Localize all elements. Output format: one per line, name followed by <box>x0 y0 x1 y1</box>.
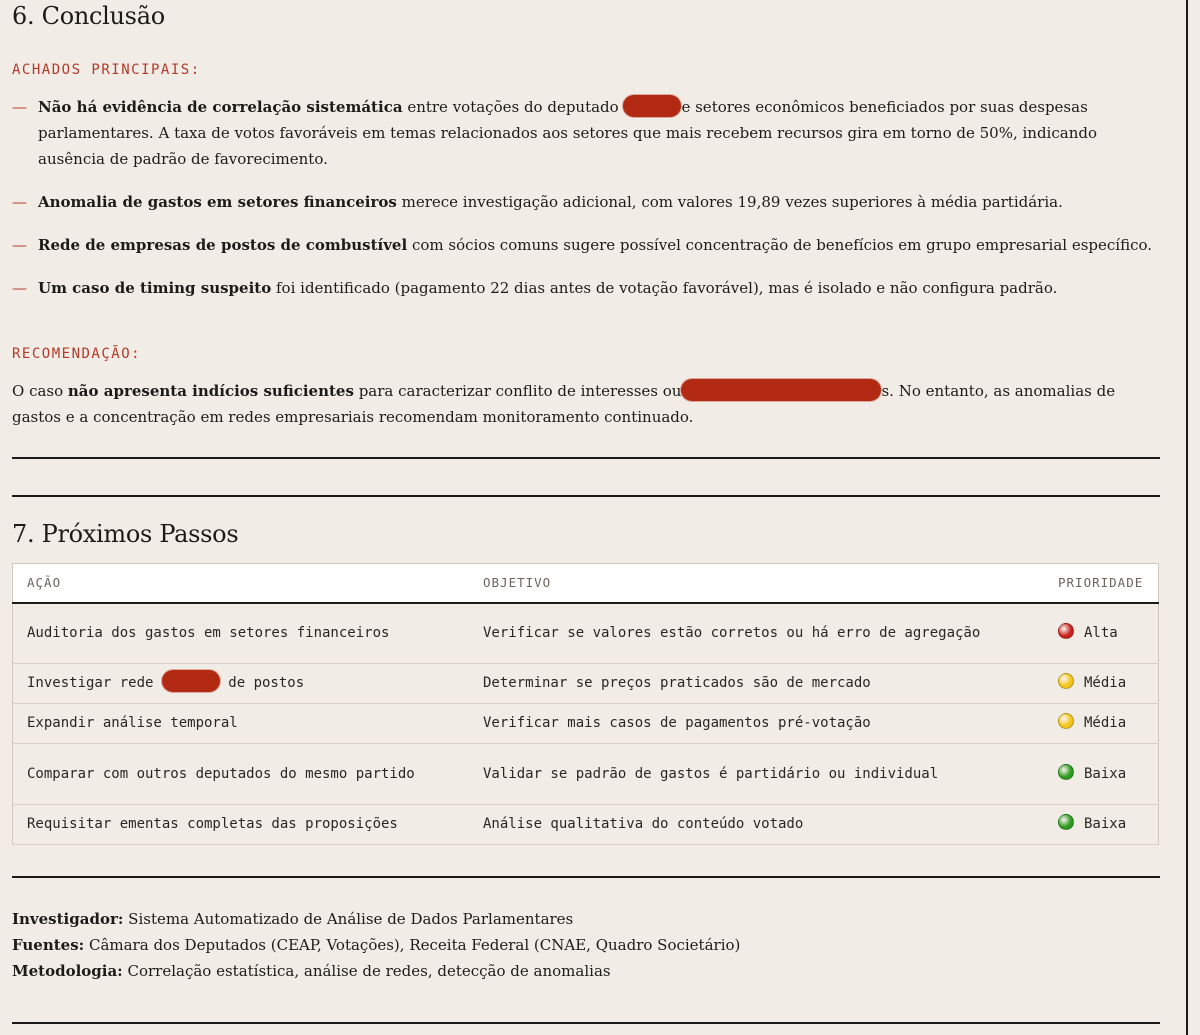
table-row <box>13 805 1159 845</box>
finding-text: com sócios comuns sugere possível concentração de benefícios em grupo empresarial específico. <box>407 236 1153 254</box>
recommendation-label: RECOMENDAÇÃO: <box>12 346 142 362</box>
action-text-post: de postos <box>219 675 305 691</box>
finding-bold: Um caso de timing suspeito <box>38 279 272 297</box>
finding-bold: Não há evidência de correlação sistemática <box>38 98 403 116</box>
page-right-border <box>1186 0 1188 1035</box>
sources-value: Câmara dos Deputados (CEAP, Votações), Receita Federal (CNAE, Quadro Societário) <box>84 936 741 954</box>
action-cell <box>13 664 470 704</box>
objective-cell: Validar se padrão de gastos é partidário ou individual <box>469 744 1044 805</box>
priority-label: Média <box>1084 675 1127 691</box>
sources-label: Fuentes: <box>12 936 85 954</box>
recommendation-pre: O caso <box>12 382 68 400</box>
investigator-value: Sistema Automatizado de Análise de Dados Parlamentares <box>123 910 574 928</box>
recommendation-post: s. No entanto, as anomalias de gastos e a concentração em redes empresariais recomendam monitoramento continuado. <box>12 382 1116 426</box>
redaction-mark <box>681 379 881 401</box>
report-metadata <box>12 906 740 984</box>
priority-dot-icon <box>1058 673 1074 689</box>
column-header-priority: PRIORIDADE <box>1044 564 1159 603</box>
finding-item <box>12 275 1160 301</box>
priority-dot-icon <box>1058 713 1074 729</box>
table-row <box>13 744 1159 805</box>
section-divider <box>12 876 1160 878</box>
priority-cell <box>1044 603 1159 664</box>
finding-text: foi identificado (pagamento 22 dias antes de votação favorável), mas é isolado e não configura padrão. <box>271 279 1058 297</box>
sources-line <box>12 932 740 958</box>
finding-text: entre votações do deputado <box>402 98 624 116</box>
priority-dot-icon <box>1058 814 1074 830</box>
investigator-line <box>12 906 740 932</box>
action-text-pre: Investigar rede <box>27 675 162 691</box>
priority-label: Baixa <box>1084 765 1127 782</box>
finding-bold: Rede de empresas de postos de combustível <box>38 236 408 254</box>
methodology-line <box>12 958 740 984</box>
next-steps-table <box>12 563 1159 845</box>
recommendation-text <box>12 378 1160 430</box>
priority-label: Baixa <box>1084 816 1127 832</box>
objective-cell: Verificar se valores estão corretos ou há erro de agregação <box>469 603 1044 664</box>
finding-item <box>12 189 1160 215</box>
column-header-action: AÇÃO <box>13 564 470 603</box>
section-divider <box>12 1022 1160 1024</box>
finding-item <box>12 232 1160 258</box>
finding-item <box>12 94 1160 172</box>
dash-bullet: — <box>12 236 27 254</box>
objective-cell: Determinar se preços praticados são de mercado <box>469 664 1044 704</box>
action-cell: Comparar com outros deputados do mesmo partido <box>13 744 470 805</box>
table-row <box>13 603 1159 664</box>
action-cell: Expandir análise temporal <box>13 704 470 744</box>
finding-bold: Anomalia de gastos em setores financeiros <box>38 193 397 211</box>
column-header-objective: OBJETIVO <box>469 564 1044 603</box>
section-7-title: 7. Próximos Passos <box>12 520 239 548</box>
section-divider <box>12 495 1160 497</box>
dash-bullet: — <box>12 98 27 116</box>
action-cell: Auditoria dos gastos em setores financeiros <box>13 603 470 664</box>
priority-cell <box>1044 664 1159 704</box>
findings-list <box>12 94 1160 318</box>
section-6-title: 6. Conclusão <box>12 2 165 30</box>
recommendation-bold: não apresenta indícios suficientes <box>67 382 354 400</box>
priority-dot-icon <box>1058 764 1074 780</box>
redaction-mark <box>623 95 681 117</box>
priority-dot-icon <box>1058 623 1074 639</box>
table-header-row <box>13 564 1159 603</box>
priority-cell <box>1044 744 1159 805</box>
action-cell: Requisitar ementas completas das proposições <box>13 805 470 845</box>
redaction-mark <box>162 670 220 692</box>
dash-bullet: — <box>12 193 27 211</box>
objective-cell: Verificar mais casos de pagamentos pré-votação <box>469 704 1044 744</box>
table-row <box>13 704 1159 744</box>
section-divider <box>12 457 1160 459</box>
finding-text: merece investigação adicional, com valores 19,89 vezes superiores à média partidária. <box>396 193 1063 211</box>
priority-cell <box>1044 805 1159 845</box>
objective-cell: Análise qualitativa do conteúdo votado <box>469 805 1044 845</box>
findings-label: ACHADOS PRINCIPAIS: <box>12 62 201 78</box>
recommendation-mid: para caracterizar conflito de interesses ou <box>353 382 682 400</box>
dash-bullet: — <box>12 279 27 297</box>
priority-cell <box>1044 704 1159 744</box>
methodology-label: Metodologia: <box>12 962 123 980</box>
priority-label: Alta <box>1084 624 1118 641</box>
table-row <box>13 664 1159 704</box>
methodology-value: Correlação estatística, análise de redes, detecção de anomalias <box>122 962 611 980</box>
investigator-label: Investigador: <box>12 910 124 928</box>
finding-text: e setores econômicos beneficiados por suas despesas parlamentares. A taxa de votos favoráveis em temas relacionados aos setores que mais recebem recursos gira em torno de 50%, indicando ausência de padrão de favorecimento. <box>38 98 1097 168</box>
priority-label: Média <box>1084 715 1127 731</box>
